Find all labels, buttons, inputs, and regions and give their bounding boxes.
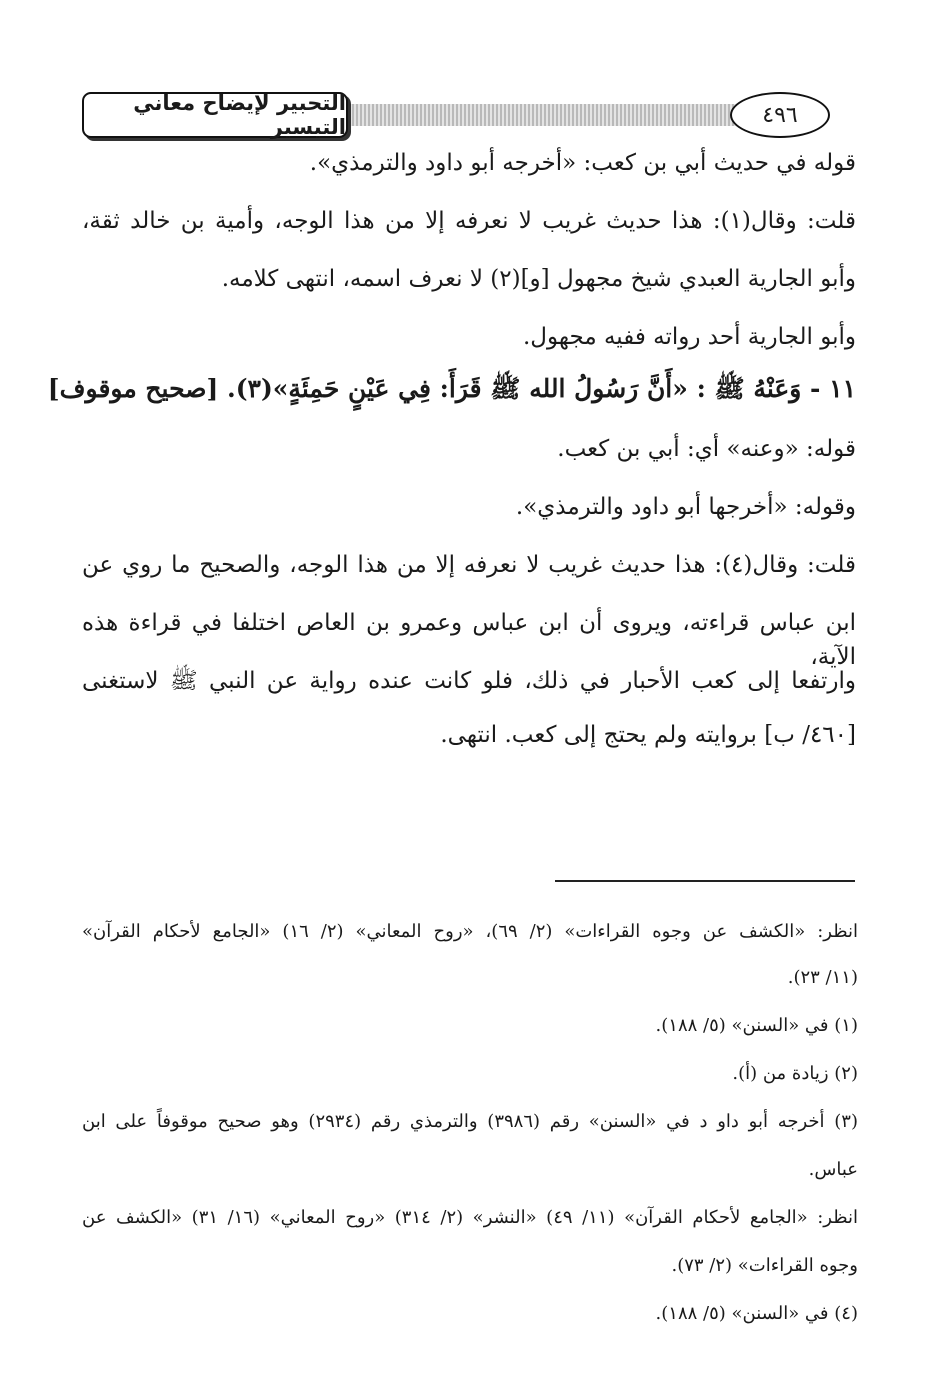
book-title: التحبير لإيضاح معاني التيسير bbox=[82, 92, 348, 138]
footnote-line-5: (٣) أخرجه أبو داو د في «السنن» رقم (٣٩٨٦) والترمذي رقم (٢٩٣٤) وهو صحيح موقوفاً على ابن bbox=[82, 1111, 858, 1132]
text-line-6: قوله: «وعنه» أي: أبي بن كعب. bbox=[557, 436, 856, 462]
text-line-2: قلت: وقال(١): هذا حديث غريب لا نعرفه إلا من هذا الوجه، وأمية بن خالد ثقة، bbox=[82, 208, 856, 234]
footnote-line-3: (١) في «السنن» (٥/ ١٨٨). bbox=[655, 1015, 858, 1036]
footnote-line-1: انظر: «الكشف عن وجوه القراءات» (٢/ ٦٩)، «روح المعاني» (٢/ ١٦) «الجامع لأحكام القرآن» bbox=[82, 921, 858, 942]
footnote-line-4: (٢) زيادة من (أ). bbox=[732, 1063, 858, 1084]
footnotes bbox=[47, 0, 859, 1395]
footnote-line-7: انظر: «الجامع لأحكام القرآن» (١١/ ٤٩) «النشر» (٢/ ٣١٤) «روح المعاني» (١٦/ ٣١) «الكشف عن bbox=[82, 1207, 859, 1228]
footnote-line-2: (١١/ ٢٣). bbox=[787, 967, 858, 988]
footnote-line-8: وجوه القراءات» (٢/ ٧٣). bbox=[671, 1255, 858, 1276]
text-line-11: [٤٦٠/ ب] بروايته ولم يحتج إلى كعب. انتهى. bbox=[440, 722, 856, 748]
page-number: ٤٩٦ bbox=[730, 92, 830, 138]
text-line-7: وقوله: «أخرجها أبو داود والترمذي». bbox=[515, 494, 856, 520]
hadith-line: ١١ - وَعَنْهُ ﷺ : «أَنَّ رَسُولُ الله ﷺ قَرَأَ: فِي عَيْنٍ حَمِئَةٍ»(٣). [صحيح موقوف] bbox=[47, 374, 856, 403]
footnote-line-9: (٤) في «السنن» (٥/ ١٨٨). bbox=[655, 1303, 858, 1324]
text-line-9: ابن عباس قراءته، ويروى أن ابن عباس وعمرو بن العاص اختلفا في قراءة هذه الآية، bbox=[82, 610, 856, 670]
footnote-line-6: عباس. bbox=[808, 1159, 858, 1180]
text-line-3: وأبو الجارية العبدي شيخ مجهول [و](٢) لا نعرف اسمه، انتهى كلامه. bbox=[221, 266, 856, 292]
text-line-1: قوله في حديث أبي بن كعب: «أخرجه أبو داود والترمذي». bbox=[309, 150, 856, 176]
text-line-4: وأبو الجارية أحد رواته ففيه مجهول. bbox=[522, 324, 856, 350]
text-line-8: قلت: وقال(٤): هذا حديث غريب لا نعرفه إلا من هذا الوجه، والصحيح ما روي عن bbox=[82, 552, 856, 578]
text-line-10: وارتفعا إلى كعب الأحبار في ذلك، فلو كانت عنده رواية عن النبي ﷺ لاستغنى bbox=[82, 668, 856, 694]
